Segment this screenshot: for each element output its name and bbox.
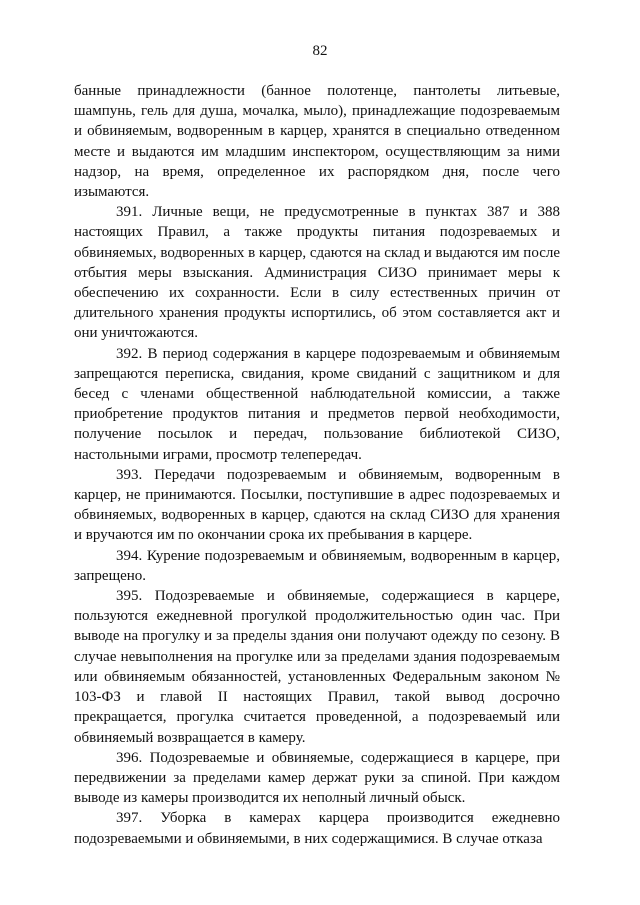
paragraph-396: 396. Подозреваемые и обвиняемые, содержащиеся в карцере, при передвижении за пределами камер держат руки за спиной. При каждом выводе из камеры производится их неполный личный обыск.	[74, 749, 560, 807]
paragraph-395: 395. Подозреваемые и обвиняемые, содержащиеся в карцере, пользуются ежедневной прогулкой продолжительностью один час. При выводе на прогулку и за пределы здания они получают одежду по сезону. В случае невыполнения на прогулке или за пределами здания подозреваемым или обвиняемым обязанностей, установленных Федеральным законом № 103-ФЗ и главой II настоящих Правил, такой вывод досрочно прекращается, прогулка считается проведенной, а подозреваемый или обвиняемый возвращается в камеру.	[74, 588, 560, 746]
page-number: 82	[312, 43, 328, 59]
paragraph-397: 397. Уборка в камерах карцера производится ежедневно подозреваемыми и обвиняемыми, в них содержащимися. В случае отказа	[74, 810, 560, 847]
document-body	[74, 81, 560, 849]
paragraph-392: 392. В период содержания в карцере подозреваемым и обвиняемым запрещаются переписка, свидания, кроме свиданий с защитником и для бесед с членами общественной наблюдательной комиссии, а также приобретение продуктов питания и предметов первой необходимости, получение посылок и передач, пользование библиотекой СИЗО, настольными играми, просмотр телепередач.	[74, 345, 560, 463]
paragraph-391: 391. Личные вещи, не предусмотренные в пунктах 387 и 388 настоящих Правил, а также продукты питания подозреваемых и обвиняемых, водворенных в карцер, сдаются на склад и выдаются им после отбытия меры взыскания. Администрация СИЗО принимает меры к обеспечению их сохранности. Если в силу естественных причин от длительного хранения продукты испортились, об этом составляется акт и они уничтожаются.	[74, 204, 560, 342]
paragraph-continuation: банные принадлежности (банное полотенце, пантолеты литьевые, шампунь, гель для душа, мочалка, мыло), принадлежащие подозреваемым и обвиняемым, водворенным в карцер, хранятся в специально отведенном месте и выдаются им младшим инспектором, осуществляющим за ними надзор, на время, определенное их распорядком дня, после чего изымаются.	[74, 83, 560, 201]
paragraph-394: 394. Курение подозреваемым и обвиняемым, водворенным в карцер, запрещено.	[74, 547, 560, 584]
paragraph-393: 393. Передачи подозреваемым и обвиняемым, водворенным в карцер, не принимаются. Посылки, поступившие в адрес подозреваемых и обвиняемых, водворенных в карцер, сдаются на склад СИЗО для хранения и вручаются им по окончании срока их пребывания в карцере.	[74, 466, 560, 544]
